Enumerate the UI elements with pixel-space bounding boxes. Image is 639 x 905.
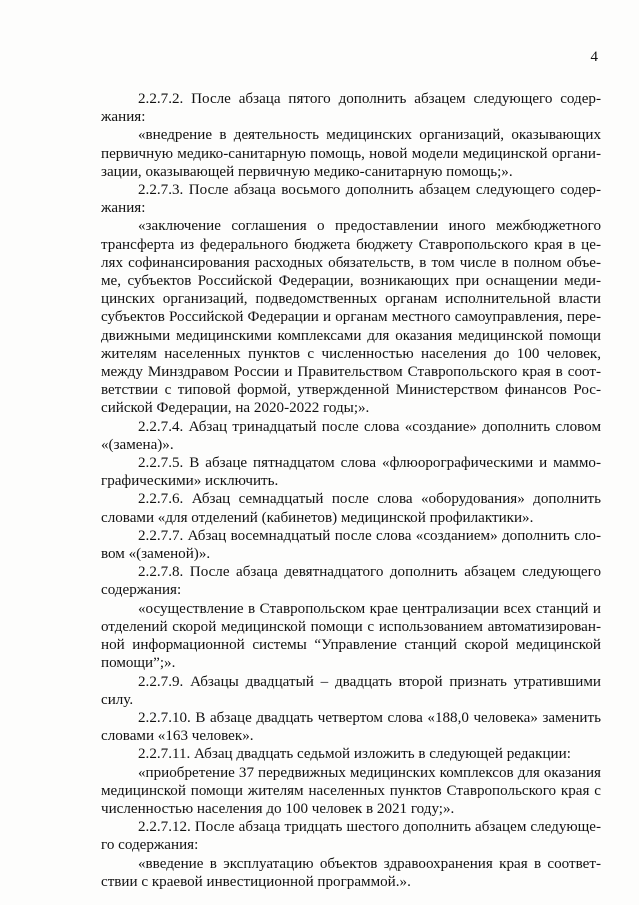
document-body bbox=[101, 90, 601, 891]
paragraph-2-2-7-10: 2.2.7.10. В абзаце двадцать четвертом слова «188,0 человека» заменить словами «163 человек». bbox=[101, 709, 601, 745]
paragraph-2-2-7-7: 2.2.7.7. Абзац восемнадцатый после слова «созданием» дополнить словом «(заменой)». bbox=[101, 527, 601, 563]
page-number: 4 bbox=[590, 49, 598, 65]
quoted-paragraph: «приобретение 37 передвижных медицинских комплексов для оказания медицинской помощи жителям населенных пунктов Ставропольского края с численностью населения до 100 человек в 2021 году;». bbox=[101, 764, 601, 817]
paragraph-2-2-7-4: 2.2.7.4. Абзац тринадцатый после слова «создание» дополнить словом «(замена)». bbox=[101, 418, 601, 453]
paragraph-2-2-7-6: 2.2.7.6. Абзац семнадцатый после слова «оборудования» дополнить словами «для отделений (кабинетов) медицинской профилактики». bbox=[101, 491, 601, 526]
paragraph-2-2-7-2: 2.2.7.2. После абзаца пятого дополнить абзацем следующего содержания: bbox=[101, 91, 601, 126]
quoted-paragraph: «введение в эксплуатацию объектов здравоохранения края в соответствии с краевой инвестиционной программой.». bbox=[101, 855, 601, 890]
paragraph-2-2-7-12: 2.2.7.12. После абзаца тридцать шестого дополнить абзацем следующего содержания: bbox=[101, 819, 601, 854]
paragraph-2-2-7-9: 2.2.7.9. Абзацы двадцатый – двадцать второй признать утратившими силу. bbox=[101, 673, 601, 708]
paragraph-2-2-7-8: 2.2.7.8. После абзаца девятнадцатого дополнить абзацем следующего содержания: bbox=[101, 564, 601, 599]
quoted-paragraph: «внедрение в деятельность медицинских организаций, оказывающих первичную медико-санитарную помощь, новой модели медицинской организации, оказывающей первичную медико-санитарную помощь;». bbox=[101, 127, 601, 180]
quoted-paragraph: «осуществление в Ставропольском крае централизации всех станций и отделений скорой медицинской помощи с использованием автоматизированной информационной системы “Управление станций скорой медицинской помощи”;». bbox=[101, 600, 601, 672]
quoted-paragraph: «заключение соглашения о предоставлении иного межбюджетного трансферта из федерального бюджета бюджету Ставропольского края в целях софинансирования расходных обязательств, в том числе в полном объеме, субъектов Российской Федерации, возникающих при оснащении медицинских организаций, подведомственных органам исполнительной власти субъектов Российской Федерации и органам местного самоуправления, передвижными медицинскими комплексами для оказания медицинской помощи жителям населенных пунктов с численностью населения до 100 человек, между Минздравом России и Правительством Ставропольского края в соответствии с типовой формой, утвержденной Министерством финансов Российской Федерации, на 2020-2022 годы;». bbox=[101, 218, 601, 417]
paragraph-2-2-7-5: 2.2.7.5. В абзаце пятнадцатом слова «флюорографическими и маммографическими» исключить. bbox=[101, 455, 601, 490]
paragraph-2-2-7-3: 2.2.7.3. После абзаца восьмого дополнить абзацем следующего содержания: bbox=[101, 182, 601, 217]
paragraph-2-2-7-11: 2.2.7.11. Абзац двадцать седьмой изложить в следующей редакции: bbox=[138, 746, 571, 763]
